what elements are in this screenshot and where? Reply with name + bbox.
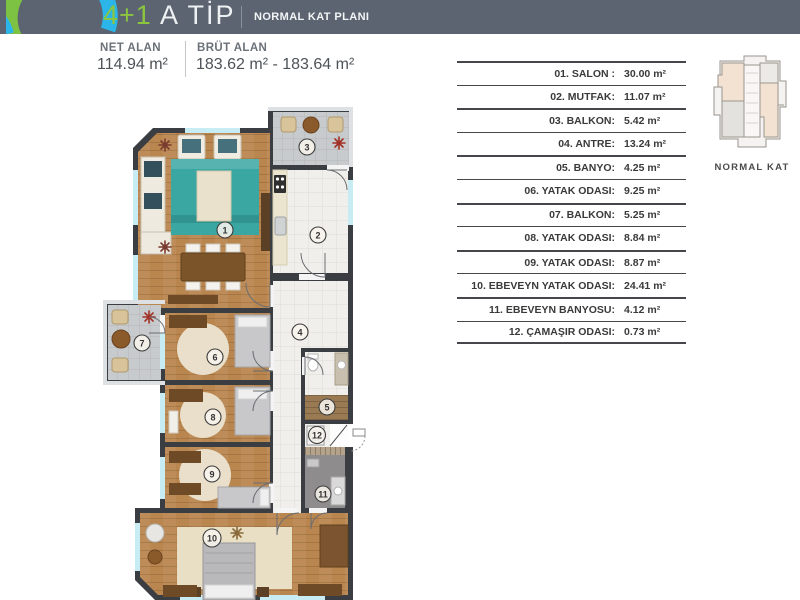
room-label: 04. ANTRE:: [558, 138, 615, 151]
svg-text:12: 12: [311, 430, 323, 441]
room-area: 13.24 m²: [624, 138, 667, 151]
table-row: [457, 226, 686, 250]
room-label: 08. YATAK ODASI:: [524, 232, 615, 245]
svg-text:5: 5: [324, 402, 330, 413]
room-area: 24.41 m²: [624, 279, 667, 292]
unit-type-number: 4+1: [103, 0, 152, 30]
room-label: 09. YATAK ODASI:: [524, 256, 615, 269]
room-area: 0.73 m²: [624, 325, 661, 338]
room-number-12: [309, 427, 326, 444]
room-area: 30.00 m²: [624, 67, 667, 80]
room-number-7: [134, 335, 150, 351]
room-label: 11. EBEVEYN BANYOSU:: [488, 303, 615, 316]
room-area: 9.25 m²: [624, 185, 661, 198]
room-label: 03. BALKON:: [549, 114, 615, 127]
table-row: [457, 132, 686, 156]
svg-text:6: 6: [212, 352, 218, 363]
svg-text:3: 3: [304, 142, 310, 153]
svg-text:7: 7: [139, 338, 145, 349]
table-row: [457, 273, 686, 297]
room-area: 8.84 m²: [624, 232, 661, 245]
header-bar: [0, 0, 800, 34]
svg-text:11: 11: [318, 489, 328, 500]
table-row: [457, 203, 686, 227]
room-number-11: [315, 486, 331, 502]
room-number-4: [292, 324, 308, 340]
room-area: 4.12 m²: [624, 303, 661, 316]
room-label: 01. SALON :: [554, 67, 615, 80]
svg-text:10: 10: [206, 533, 218, 544]
room-label: 06. YATAK ODASI:: [524, 185, 615, 198]
room-area-table: [457, 61, 686, 344]
room-number-3: [299, 139, 315, 155]
header-divider: [241, 6, 242, 28]
unit-type-name: A TİP: [160, 0, 236, 30]
table-row: [457, 321, 686, 345]
room-number-6: [207, 349, 223, 365]
table-row: [457, 61, 686, 85]
room-number-2: [310, 227, 326, 243]
room-number-8: [205, 409, 221, 425]
room-number-10: [203, 529, 221, 547]
svg-text:4: 4: [297, 327, 303, 338]
brut-area-value: 183.62 m² - 183.64 m²: [196, 56, 355, 73]
room-area: 11.07 m²: [624, 90, 666, 103]
plan-title: NORMAL KAT PLANI: [254, 11, 370, 23]
net-area-value: 114.94 m²: [97, 56, 168, 73]
svg-text:2: 2: [315, 230, 321, 241]
room-area: 8.87 m²: [624, 256, 661, 269]
brand-logo-icon: [6, 0, 118, 34]
room-label: 02. MUTFAK:: [550, 90, 615, 103]
room-number-5: [319, 399, 335, 415]
room-label: 07. BALKON:: [549, 209, 615, 222]
net-area-label: NET ALAN: [100, 42, 161, 54]
key-plan: [710, 53, 794, 161]
table-row: [457, 179, 686, 203]
svg-text:1: 1: [222, 225, 228, 236]
table-row: [457, 250, 686, 274]
table-row: [457, 155, 686, 179]
room-area: 5.42 m²: [624, 114, 661, 127]
room-label: 05. BANYO:: [556, 162, 615, 175]
brut-area-label: BRÜT ALAN: [197, 42, 268, 54]
svg-text:9: 9: [209, 469, 215, 480]
key-plan-caption: NORMAL KAT: [714, 162, 790, 173]
room-label: 12. ÇAMAŞIR ODASI:: [508, 325, 615, 338]
room-label: 10. EBEVEYN YATAK ODASI:: [471, 279, 615, 292]
floor-plan: [85, 95, 465, 600]
table-row: [457, 85, 686, 109]
table-row: [457, 108, 686, 132]
area-divider: [185, 41, 186, 77]
room-number-1: [217, 222, 233, 238]
room-area: 4.25 m²: [624, 162, 661, 175]
svg-text:8: 8: [210, 412, 216, 423]
table-row: [457, 297, 686, 321]
room-area: 5.25 m²: [624, 209, 661, 222]
room-number-9: [204, 466, 220, 482]
